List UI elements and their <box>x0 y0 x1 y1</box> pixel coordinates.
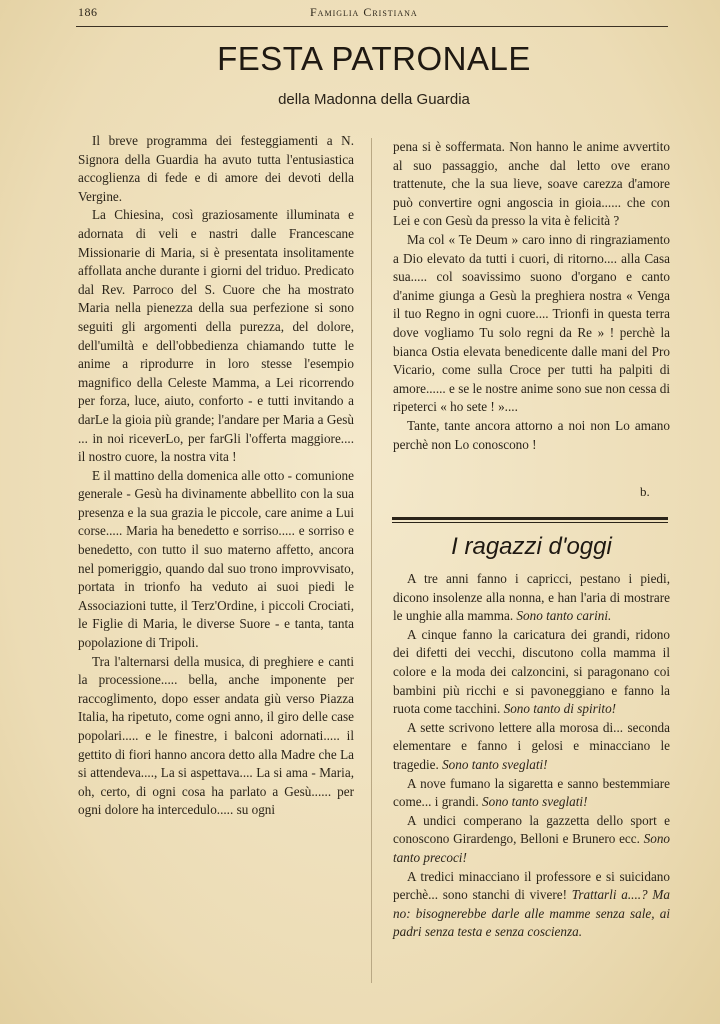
header-rule <box>76 26 668 27</box>
paragraph-emphasis: Sono tanto carini. <box>516 608 612 624</box>
paragraph-emphasis: Sono tanto sveglati! <box>482 794 588 810</box>
paragraph: Il breve programma dei festeggiamenti a N. Signora della Guardia ha avuto tutta l'entusiastica accoglienza di fede e di amore dei devoti della Vergine. <box>78 133 354 204</box>
paragraph: Tante, tante ancora attorno a noi non Lo amano perchè non Lo conoscono ! <box>393 417 670 452</box>
paragraph-emphasis: Trattarli a....? Ma no: bisognerebbe darle alle mamme senza sale, ai padri senza testa e senza coscienza. <box>393 887 670 940</box>
paragraph <box>393 775 670 812</box>
paragraph <box>393 570 670 626</box>
paragraph-text: A tre anni fanno i capricci, pestano i piedi, dicono insolenze alla nonna, e han l'aria di mostrare le unghie alla mamma. <box>393 571 670 624</box>
article-title: FESTA PATRONALE <box>217 40 531 77</box>
magazine-name: Famiglia Cristiana <box>310 5 418 19</box>
paragraph-text: A nove fumano la sigaretta e sanno bestemmiare come... i grandi. <box>393 775 670 810</box>
paragraph-emphasis: Sono tanto sveglati! <box>442 756 548 772</box>
paragraph-text: A cinque fanno la caricatura dei grandi, ridono dei difetti dei vecchi, discutono colla mamma il colore e la moda dei calzoncini, si paragonano coi bambini più ricchi e si pavoneggiano e fanno la ruota come tacchini. <box>393 626 670 717</box>
paragraph <box>393 719 670 775</box>
section-title: I ragazzi d'oggi <box>451 533 612 560</box>
left-column <box>78 132 354 820</box>
section-rule-thin <box>392 522 668 523</box>
paragraph: E il mattino della domenica alle otto - comunione generale - Gesù ha divinamente abbellito con la sua presenza e la sua grazia le piccole, care anime a Lui corse..... Maria ha benedetto e sorriso..... e sorriso e benedetto, con tutto il suo materno affetto, ancora nel pomeriggio, quando dal suo trono improvvisato, portata in trionfo ha veduto ai suoi piedi le Associazioni tutte, il Terz'Ordine, i piccoli Crociati, le Figlie di Maria, le diverse Suore - e tanta, tanta popolazione di Tripoli. <box>78 467 354 651</box>
paragraph <box>393 626 670 719</box>
paragraph: Tra l'alternarsi della musica, di preghiere e canti la processione..... bella, anche imponente per raccoglimento, dopo esser andata giù verso Piazza Italia, ha ripetuto, come ogni anno, il giro delle case popolari..... e le finestre, i balconi adornati..... il gettito di fiori hanno ancora detto alla Madre che La si attendeva...., La si aspettava.... La si ama - Maria, oh, certo, di ogni cosa ha parlato a Gesù...... per ogni dolore ha intercedulo..... su ogni <box>78 653 354 818</box>
paragraph <box>393 868 670 942</box>
paragraph: Ma col « Te Deum » caro inno di ringraziamento a Dio elevato da tutti i cuori, di ritorno.... alla Casa sua..... col soavissimo suono d'organo e canto d'anime giunga a Gesù la preghiera nostra « Venga il tuo Regno in ogni cuore.... Trionfi in questa terra dove vogliamo Tu solo regni da Re » ! perchè la bianca Ostia elevata benedicente dalle mani del Pro Vicario, come sulla Croce per tutti ha palpiti di amore...... e se le nostre anime sono sue non cessa di ripeterci « ho sete ! ».... <box>393 231 670 415</box>
author-signature: b. <box>640 484 650 499</box>
section-rule-thick <box>392 517 668 520</box>
right-column <box>393 138 670 454</box>
page-number: 186 <box>78 5 98 19</box>
paragraph-text: A tredici minacciano il professore e si suicidano perchè... sono stanchi di vivere! <box>393 868 670 903</box>
paragraph-emphasis: Sono tanto precoci! <box>393 831 670 865</box>
paragraph-text: A sette scrivono lettere alla morosa di... seconda elementare e fanno i gelosi e minacciano le tragedie. <box>393 719 670 772</box>
paragraph: pena si è soffermata. Non hanno le anime avvertito al suo passaggio, anche dal letto ove erano trattenute, che la sua lieve, soave carezza d'amore può convertire ogni angoscia in gioia...... che con Lei e con Gesù da presso la vita è felicità ? <box>393 139 670 229</box>
paragraph-text: A undici comperano la gazzetta dello sport e conoscono Girardengo, Belloni e Brunero ecc. <box>393 812 670 847</box>
paragraph <box>393 812 670 868</box>
paragraph: La Chiesina, così graziosamente illuminata e adornata di veli e nastri dalle Francescane Missionarie di Maria, si è presentata insolitamente affollata anche durante i giorni del triduo. Predicato dal Rev. Parroco del S. Cuore che ha mostrato Maria nella pienezza della sua perfezione si sono seguiti gli argomenti della purezza, del dolore, dell'umiltà e dell'obbedienza chiamando tutte le anime a riprodurre in loro stesse l'esempio magnifico della Celeste Mamma, a Lei ricorrendo per forza, luce, aiuto, conforto - e tutti invitando a darLe la gioia più grande; l'andare per Maria a Gesù ... in noi riceverLo, per farGli l'offerta maggiore.... il nostro cuore, la nostra vita ! <box>78 207 354 465</box>
article-subtitle: della Madonna della Guardia <box>278 91 470 108</box>
running-head <box>78 5 668 23</box>
column-divider <box>371 138 372 983</box>
paragraph-emphasis: Sono tanto di spirito! <box>503 701 617 717</box>
ragazzi-column <box>393 570 670 942</box>
